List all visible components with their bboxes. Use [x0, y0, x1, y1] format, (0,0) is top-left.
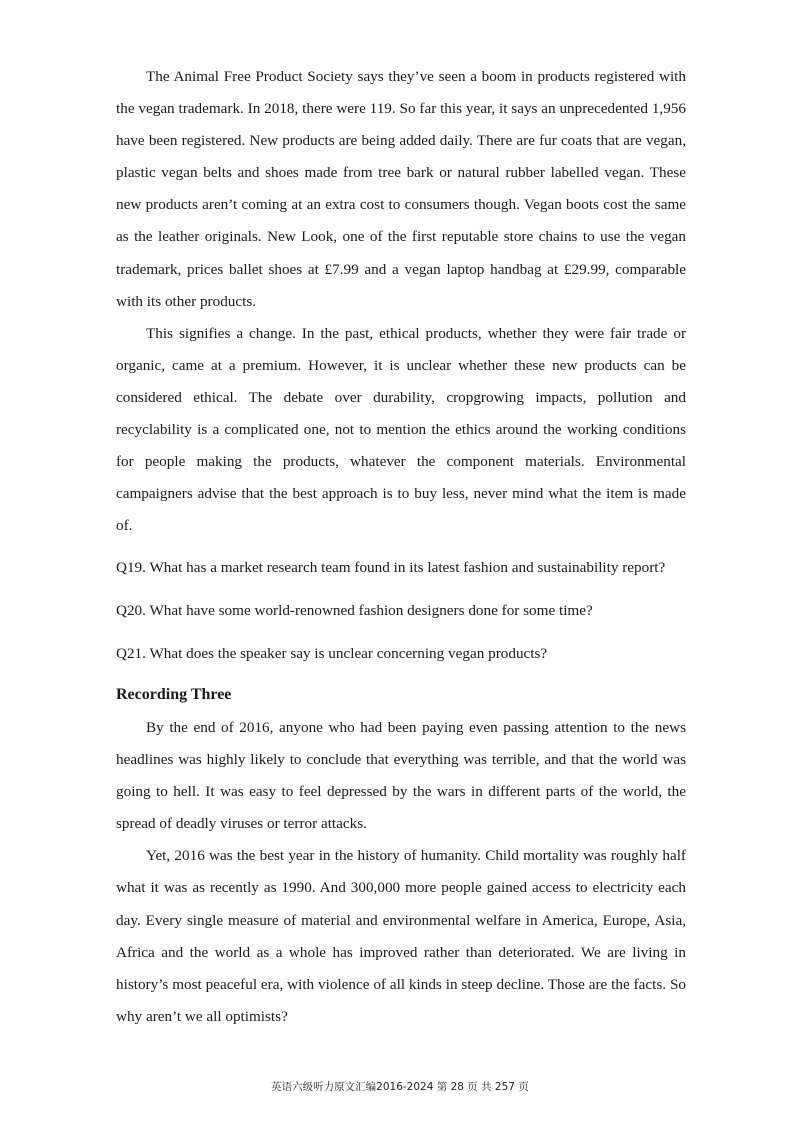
- question-q20-block: [116, 601, 686, 621]
- top-article: [116, 61, 686, 542]
- question-q21-block: [116, 644, 686, 664]
- question-q21: Q21. What does the speaker say is unclear concerning vegan products?: [116, 645, 548, 662]
- paragraph-2016-news: By the end of 2016, anyone who had been paying even passing attention to the news headlines was highly likely to conclude that everything was terrible, and that the world was going to hell. It was easy to feel depressed by the wars in different parts of the world, the spread of deadly viruses or terror attacks.: [116, 719, 686, 833]
- paragraph-best-year: Yet, 2016 was the best year in the history of humanity. Child mortality was roughly half what it was as recently as 1990. And 300,000 more people gained access to electricity each day. Every single measure of material and environmental welfare in America, Europe, Asia, Africa and the world as a whole has improved rather than deteriorated. We are living in history’s most peaceful era, with violence of all kinds in steep decline. Those are the facts. So why aren’t we all optimists?: [116, 847, 686, 1025]
- paragraph-ethical-products: This signifies a change. In the past, ethical products, whether they were fair trade or organic, came at a premium. However, it is unclear whether these new products can be considered ethical. The debate over durability, cropgrowing impacts, pollution and recyclability is a complicated one, not to mention the ethics around the working conditions for people making the products, whatever the component materials. Environmental campaigners advise that the best approach is to buy less, never mind what the item is made of.: [116, 324, 686, 535]
- section-heading: Recording Three: [116, 686, 232, 703]
- section-heading-block: [116, 685, 686, 705]
- question-q19-block: [116, 558, 686, 578]
- question-q19: Q19. What has a market research team found in its latest fashion and sustainability report?: [116, 559, 666, 576]
- recording-three-article: [116, 712, 686, 1033]
- paragraph-vegan-trademark: The Animal Free Product Society says they’ve seen a boom in products registered with the vegan trademark. In 2018, there were 119. So far this year, it says an unprecedented 1,956 have been registered. New products are being added daily. There are fur coats that are vegan, plastic vegan belts and shoes made from tree bark or natural rubber labelled vegan. These new products aren’t coming at an extra cost to consumers though. Vegan boots cost the same as the leather originals. New Look, one of the first reputable store chains to use the vegan trademark, prices ballet shoes at £7.99 and a vegan laptop handbag at £29.99, comparable with its other products.: [116, 68, 686, 310]
- question-q20: Q20. What have some world-renowned fashion designers done for some time?: [116, 602, 593, 619]
- page-footer: 英语六级听力原文汇编2016-2024 第 28 页 共 257 页: [271, 1081, 529, 1093]
